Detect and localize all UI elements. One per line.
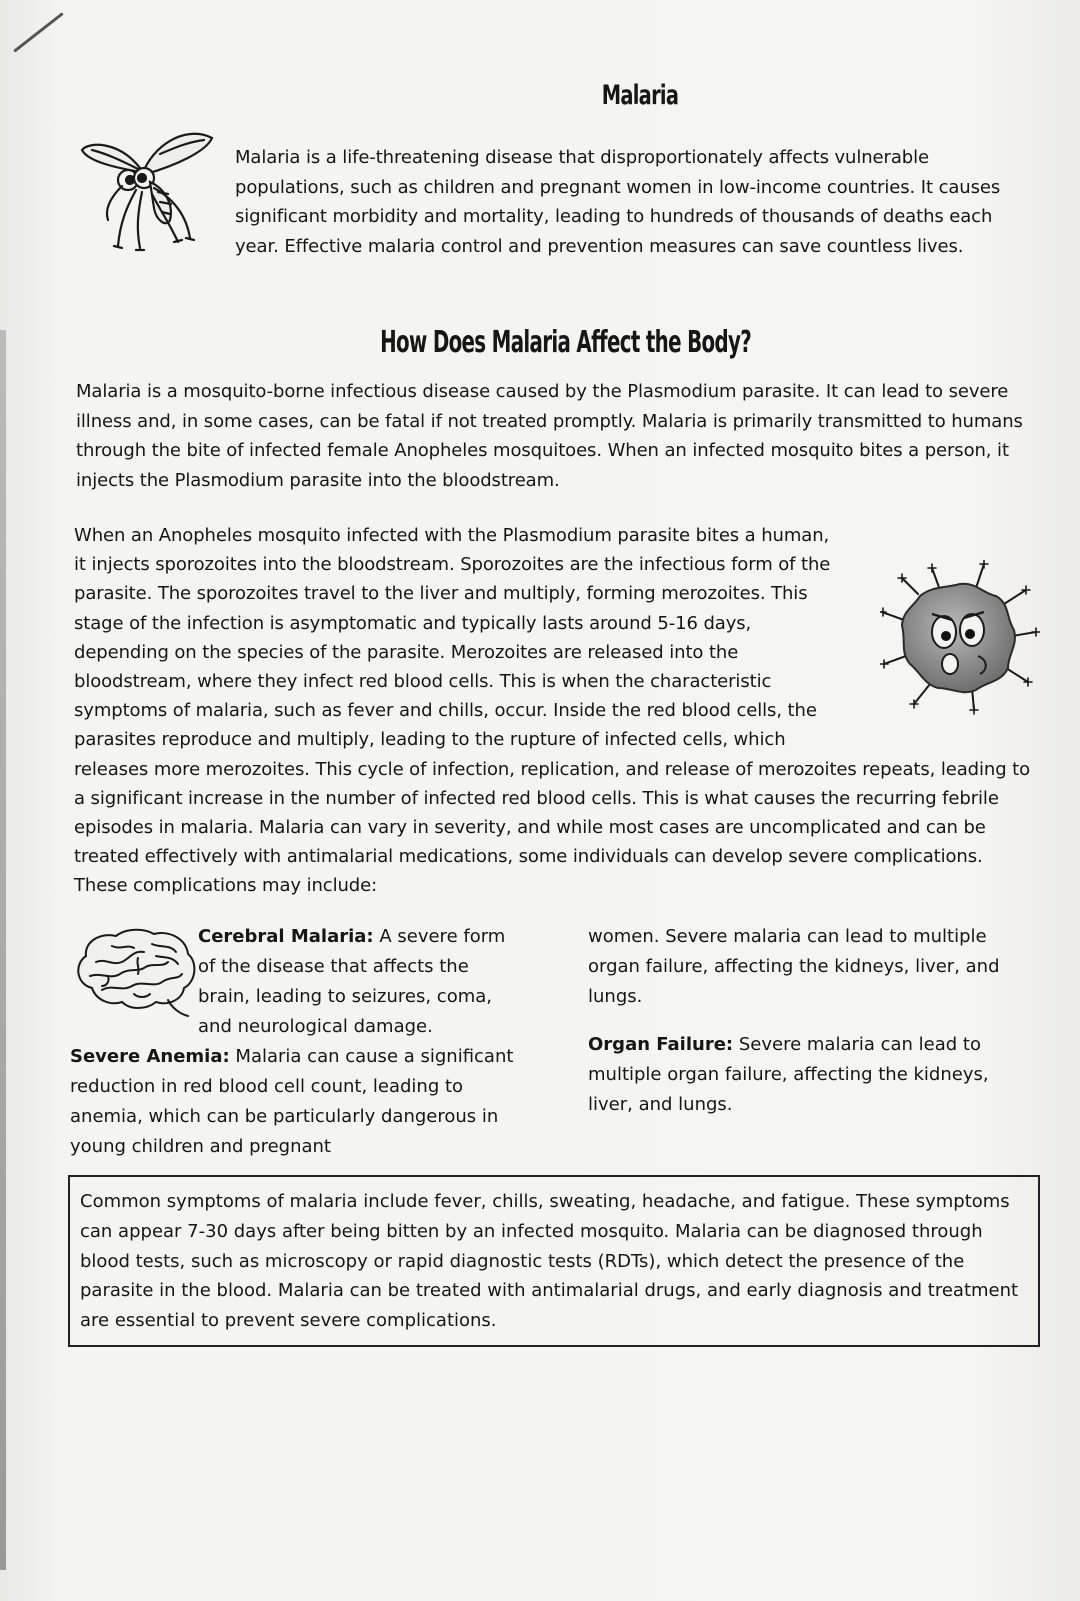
parasite-icon — [880, 560, 1040, 728]
complication-organ — [588, 1030, 1028, 1120]
page-title: Malaria — [601, 80, 679, 111]
complications-right-column — [588, 922, 1028, 1120]
pen-mark — [13, 12, 64, 53]
symptoms-box — [68, 1175, 1040, 1347]
mosquito-icon — [78, 128, 218, 256]
complication-cerebral-text: A severe form of the disease that affects the brain, leading to seizures, coma, and neurological damage. — [198, 926, 506, 1037]
page-edge-shadow — [0, 330, 6, 1570]
paragraph-transmission: Malaria is a mosquito-borne infectious disease caused by the Plasmodium parasite. It can lead to severe illness and, in some cases, can be fatal if not treated promptly. Malaria is primarily transmitted to humans through the bite of infected female Anopheles mosquitoes. When an infected mosquito bites a person, it injects the Plasmodium parasite into the bloodstream. — [76, 381, 1023, 491]
complication-cerebral-term: Cerebral Malaria: — [198, 926, 374, 947]
complication-anemia-continued: women. Severe malaria can lead to multiple organ failure, affecting the kidneys, liver, and lungs. — [588, 926, 1000, 1007]
brain-icon — [72, 928, 198, 1020]
paragraph-lifecycle: When an Anopheles mosquito infected with the Plasmodium parasite bites a human, it injects sporozoites into the bloodstream. Sporozoites are the infectious form of the parasite. The sporozoites travel to the liver and multiply, forming merozoites. This stage of the infection is asymptomatic and typically lasts around 5-16 days, depending on the species of the parasite. Merozoites are released into the bloodstream, where they infect red blood cells. This is when the characteristic symptoms of malaria, such as fever and chills, occur. Inside the red blood cells, the parasites reproduce and multiply, leading to the rupture of infected cells, which releases more merozoites. This cycle of infection, replication, and release of merozoites repeats, leading to a significant increase in the number of infected red blood cells. This is what causes the recurring febrile episodes in malaria. Malaria can vary in severity, and while most cases are uncomplicated and can be treated effectively with antimalarial medications, some individuals can develop severe complications. These complications may include: — [74, 525, 1031, 897]
complication-anemia — [70, 1042, 520, 1162]
symptoms-text: Common symptoms of malaria include fever, chills, sweating, headache, and fatigue. These symptoms can appear 7-30 days after being bitten by an infected mosquito. Malaria can be diagnosed through blood tests, such as microscopy or rapid diagnostic tests (RDTs), which detect the presence of the parasite in the blood. Malaria can be treated with antimalarial drugs, and early diagnosis and treatment are essential to prevent severe complications. — [80, 1191, 1019, 1332]
complication-anemia-term: Severe Anemia: — [70, 1046, 230, 1067]
intro-paragraph: Malaria is a life-threatening disease that disproportionately affects vulnerable populations, such as children and pregnant women in low-income countries. It causes significant morbidity and mortality, leading to hundreds of thousands of deaths each year. Effective malaria control and prevention measures can save countless lives. — [235, 147, 1001, 257]
complication-anemia-text: Malaria can cause a significant reduction in red blood cell count, leading to anemia, which can be particularly dangerous in young children and pregnant — [70, 1046, 514, 1157]
complication-organ-term: Organ Failure: — [588, 1034, 734, 1055]
section-heading: How Does Malaria Affect the Body? — [380, 325, 752, 360]
complication-organ-text: Severe malaria can lead to multiple organ failure, affecting the kidneys, liver, and lungs. — [588, 1034, 989, 1115]
